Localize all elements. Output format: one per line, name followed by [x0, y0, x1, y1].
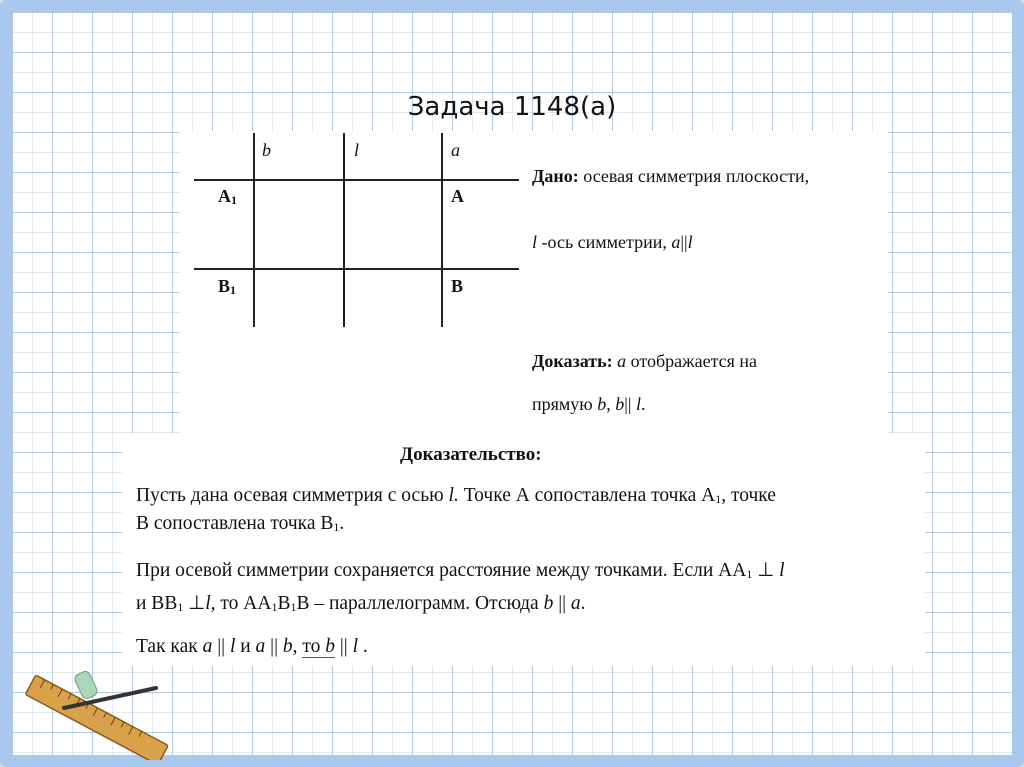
- table-cell-b1: $B_1$: [218, 276, 237, 297]
- given-card: [180, 131, 888, 436]
- table-header-b: b: [262, 140, 271, 160]
- table-cell-a1: $A_1$: [218, 186, 237, 207]
- table-vline: [253, 133, 255, 327]
- table-header-a: a: [451, 140, 460, 160]
- table-cell-b: B: [451, 276, 464, 296]
- slide-title: Задача 1148(а): [407, 92, 617, 122]
- table-hline: [194, 268, 519, 270]
- given-line-1: Дано: осевая симметрия плоскости,: [532, 166, 810, 186]
- proof-line-5: Так как a || l и a || b, то b || l .: [136, 636, 368, 657]
- proof-line-2: В сопоставлена точка $В_1$.: [136, 513, 345, 534]
- proof-heading: Доказательство:: [400, 444, 542, 465]
- prove-line-2: прямую b, b|| l.: [532, 394, 646, 414]
- table-hline: [194, 179, 519, 181]
- proof-line-4: и $ВВ_1$ ⊥l, то $АА_1В_1В$ – параллелограмм. Отсюда b || a.: [136, 593, 586, 614]
- table-cell-a: A: [451, 186, 464, 206]
- table-header-l: l: [354, 140, 360, 160]
- given-line-2: l -ось симметрии, a||l: [532, 232, 693, 252]
- prove-line-1: Доказать: a отображается на: [532, 351, 758, 371]
- proof-card: [122, 433, 925, 666]
- table-vline: [343, 133, 345, 327]
- proof-line-3: При осевой симметрии сохраняется расстояние между точками. Если $АА_1$ ⊥ l: [136, 560, 785, 581]
- table-vline: [441, 133, 443, 327]
- ruler-pencil-eraser-icon: [16, 670, 176, 760]
- proof-line-1: Пусть дана осевая симметрия с осью l. Точке А сопоставлена точка $А_1$, точке: [136, 485, 776, 506]
